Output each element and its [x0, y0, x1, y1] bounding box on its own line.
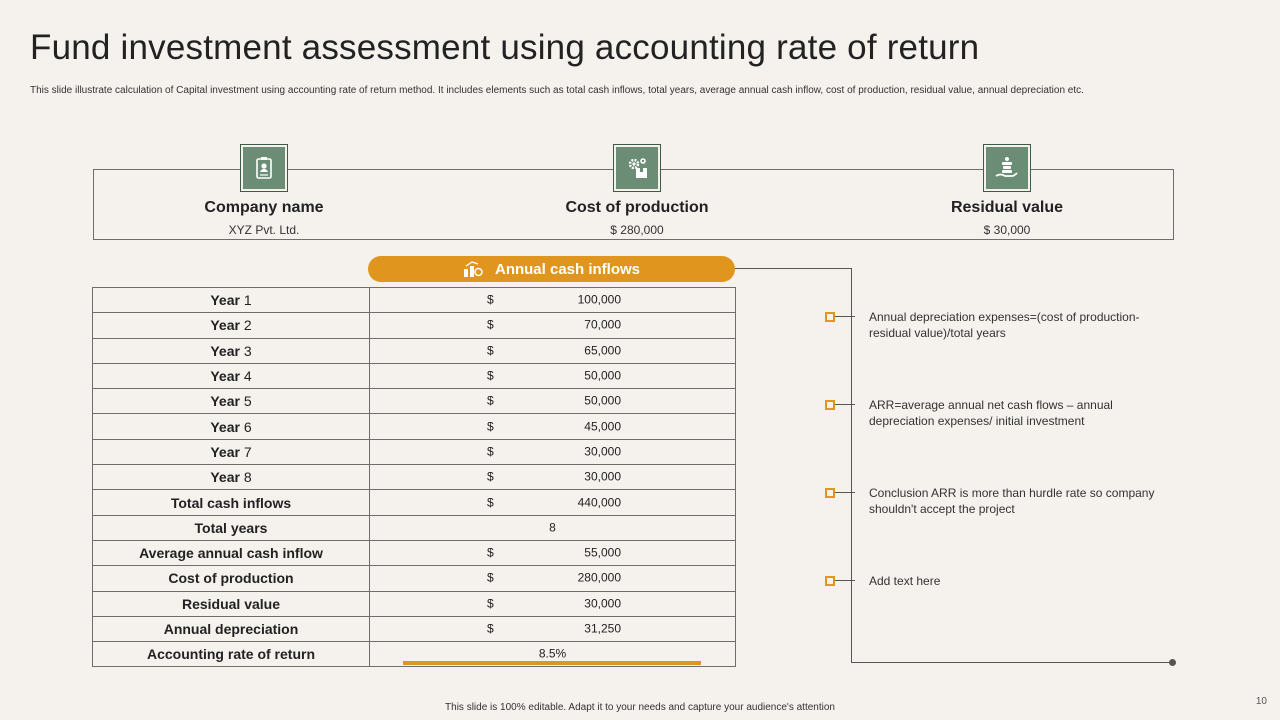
- row-value: $ 65,000: [370, 338, 736, 363]
- table-row: [93, 540, 736, 565]
- row-value: $ 50,000: [370, 363, 736, 388]
- row-value: $ 31,250: [370, 616, 736, 641]
- company-name-label: Company name: [204, 199, 324, 216]
- annual-cash-inflows-header: [368, 256, 735, 282]
- row-value: $ 30,000: [370, 439, 736, 464]
- row-label: Total cash inflows: [93, 490, 370, 515]
- row-value: $ 440,000: [370, 490, 736, 515]
- cash-flow-icon: [463, 260, 483, 278]
- gear-box-icon: [613, 144, 661, 192]
- row-label: Total years: [93, 515, 370, 540]
- cost-of-production-value: $ 280,000: [610, 223, 664, 237]
- connector-end-dot: [1169, 659, 1176, 666]
- note-tick: [835, 316, 855, 317]
- table-row: [93, 338, 736, 363]
- row-label: Year 7: [93, 439, 370, 464]
- row-label: Accounting rate of return: [93, 642, 370, 667]
- note-text[interactable]: Add text here: [869, 574, 941, 588]
- table-row: [93, 465, 736, 490]
- row-value: 8.5%: [370, 642, 736, 667]
- note-tick: [835, 404, 855, 405]
- row-value: $ 45,000: [370, 414, 736, 439]
- cost-of-production-label: Cost of production: [565, 199, 709, 216]
- connector-line: [735, 268, 852, 269]
- note-tick: [835, 580, 855, 581]
- table-row: [93, 363, 736, 388]
- table-row: [93, 515, 736, 540]
- note-text: ARR=average annual net cash flows – annual depreciation expenses/ initial investment: [869, 398, 1113, 428]
- residual-value-value: $ 30,000: [983, 223, 1031, 237]
- row-value: $ 30,000: [370, 591, 736, 616]
- arr-underline: [403, 661, 701, 665]
- table-row: [93, 389, 736, 414]
- row-label: Year 4: [93, 363, 370, 388]
- table-row: [93, 313, 736, 338]
- row-label: Residual value: [93, 591, 370, 616]
- note-marker-icon: [825, 488, 835, 498]
- note-marker-icon: [825, 400, 835, 410]
- connector-line: [851, 268, 852, 663]
- note-tick: [835, 492, 855, 493]
- cash-inflow-table: [92, 287, 736, 667]
- row-label: Year 3: [93, 338, 370, 363]
- row-value: $ 280,000: [370, 566, 736, 591]
- note-text: Conclusion ARR is more than hurdle rate so company shouldn't accept the project: [869, 486, 1155, 516]
- row-value: $ 70,000: [370, 313, 736, 338]
- table-row: [93, 566, 736, 591]
- row-label: Year 2: [93, 313, 370, 338]
- row-label: Year 5: [93, 389, 370, 414]
- table-row: [93, 288, 736, 313]
- row-label: Annual depreciation: [93, 616, 370, 641]
- row-value: $ 55,000: [370, 540, 736, 565]
- row-label: Cost of production: [93, 566, 370, 591]
- page-number: 10: [1255, 696, 1267, 707]
- hand-money-icon: [983, 144, 1031, 192]
- connector-line: [851, 662, 1172, 663]
- slide-footer: This slide is 100% editable. Adapt it to your needs and capture your audience's attention: [445, 702, 835, 713]
- row-label: Year 1: [93, 288, 370, 313]
- row-label: Average annual cash inflow: [93, 540, 370, 565]
- note-marker-icon: [825, 576, 835, 586]
- table-row: [93, 591, 736, 616]
- residual-value-label: Residual value: [950, 199, 1064, 216]
- id-badge-icon: [240, 144, 288, 192]
- table-row: [93, 616, 736, 641]
- annual-cash-inflows-title: Annual cash inflows: [494, 260, 641, 278]
- slide-title: Fund investment assessment using accounting rate of return: [30, 28, 980, 67]
- row-value: $ 30,000: [370, 465, 736, 490]
- table-row: [93, 439, 736, 464]
- table-row: [93, 414, 736, 439]
- row-value: $ 100,000: [370, 288, 736, 313]
- note-text: Annual depreciation expenses=(cost of production-residual value)/total years: [869, 310, 1140, 340]
- row-label: Year 6: [93, 414, 370, 439]
- note-marker-icon: [825, 312, 835, 322]
- row-label: Year 8: [93, 465, 370, 490]
- company-name-value: XYZ Pvt. Ltd.: [228, 223, 300, 237]
- slide-subtitle: This slide illustrate calculation of Capital investment using accounting rate of return method. It includes elements such as total cash inflows, total years, average annual cash inflow, cost of production, residual value, annual depreciation etc.: [30, 85, 1084, 96]
- table-row: [93, 490, 736, 515]
- row-value: $ 50,000: [370, 389, 736, 414]
- row-value: 8: [370, 515, 736, 540]
